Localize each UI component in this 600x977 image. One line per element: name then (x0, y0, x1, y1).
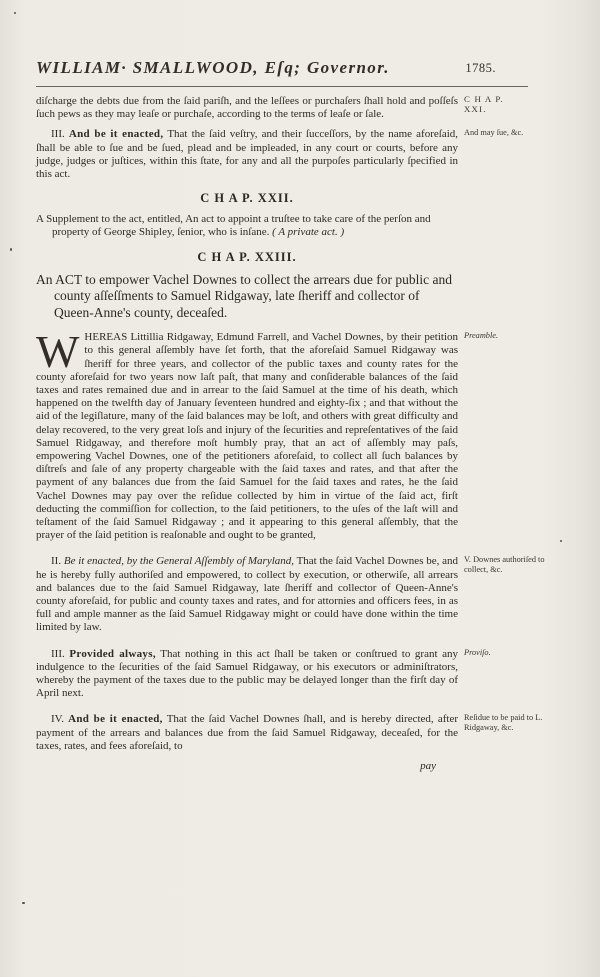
enacting-clause: And be it enacted, (68, 128, 164, 141)
private-act-note: ( A private act. ) (272, 226, 345, 239)
section-number: IV. (51, 713, 64, 726)
section-iii-proviso-block (36, 647, 491, 701)
ink-speck (10, 248, 12, 251)
proviso-paragraph (36, 648, 458, 701)
section-number: III. (51, 647, 65, 660)
section-iii-sue-block (36, 128, 524, 181)
section-text: That the ſaid Vachel Downes ſhall, and is hereby directed, after payment of the arrears and balances due from the ſaid Samuel Ridgaway, deceaſed, for the taxes, rates, and fees aforeſaid, to (36, 713, 458, 752)
act-title: An ACT to empower Vachel Downes to collect the arrears due for public and county aſſeſſments to Samuel Ridgaway, late ſheriff and collector of Queen-Anne's county, deceaſed. (36, 271, 453, 320)
section-iv-block (36, 713, 543, 753)
section-text: That nothing in this act ſhall be taken or conſtrued to grant any indulgence to the ſecurities of the ſaid Samuel Ridgaway, or his executors or adminiſtrators, whereby the payment of the taxes due to the public may be delayed longer than the firſt day of April next. (36, 647, 458, 700)
chapter-xxii-block (36, 191, 458, 239)
chapter-xxii-heading: C H A P. XXII. (200, 191, 294, 206)
header-rule (36, 86, 528, 87)
chapter-xxiii-block (36, 250, 458, 322)
section-number: III. (51, 128, 65, 141)
enacting-clause: Be it enacted, by the General Aſſembly of Maryland, (63, 555, 295, 568)
preamble-block (36, 326, 499, 542)
text-column (36, 58, 545, 773)
chapter-xxiii-heading: C H A P. XXIII. (197, 249, 297, 264)
supplement-text: A Supplement to the act, entitled, An act to appoint a truſtee to take care of the perſon and property of George Shipley, ſenior, who is inſane. (36, 213, 431, 239)
ink-speck (22, 902, 25, 904)
margin-note-may-sue: And may ſue, &c. (464, 128, 524, 138)
enacting-clause: And be it enacted, (68, 713, 163, 726)
whereas-text: HEREAS Littillia Ridgaway, Edmund Farrell, and Vachel Downes, by their petition to this general aſſembly have ſet forth, that the aforeſaid Samuel Ridgaway was ſheriff for three years, and collector of the public taxes and county rates for the county aforeſaid for two years now laſt paſt, that many and conſiderable balances of the ſaid taxes and rates remained due and in arrear to the ſaid Samuel at the time of his death, which happened on the twelfth day of January ſeventeen hundred and eighty-ſix ; and that without the aid of the legiſlature, many of the ſaid balances may be loſt, and others with great difficulty and delay recovered, to the very great loſs and injury of the ſecurities and repreſentatives of the ſaid Samuel Ridgaway, and therefore moſt humbly pray, that an act of aſſembly may paſs, empowering Vachel Downes, one of the petitioners aforeſaid, to collect all ſuch balances by diſtreſs and ſale of any property chargeable with the ſaid taxes and rates, and that after the payment of any balances due from the ſaid Samuel for the ſaid taxes and rates, he the ſaid Vachel Downes may pay over the reſidue collected by him in virtue of the ſaid act, firſt deducting the commiſſion for collection, to the ſaid petitioners, to the uſes of the laſt will and teſtament of the ſaid Samuel Ridgaway ; and it appearing to this general aſſembly, that the prayer of the ſaid petition is reaſonable and ought to be granted, (36, 331, 458, 542)
margin-note-proviso: Proviſo. (464, 647, 491, 657)
margin-note-chap-xxi: C H A P. XXI. (464, 94, 504, 114)
section-iv-paragraph (36, 713, 458, 753)
margin-note-downes: V. Downes authoriſed to collect, &c. (464, 555, 545, 574)
section-ii-block (36, 555, 545, 634)
section-text: That the ſaid Vachel Downes be, and he is hereby fully authoriſed and empowered, to collect by execution, or otherwiſe, all arrears and balances due to the ſaid Samuel Ridgaway, late ſheriff and collector of Queen-Anne's county aforeſaid, for public and county taxes and rates, and for attornies and officers fees, in as full and ample manner as the ſaid Samuel Ridgaway might or could have done within the time limited by law. (36, 555, 458, 634)
paragraph-continuation: diſcharge the debts due from the ſaid pariſh, and the leſſees or purchaſers ſhall hold and poſſeſs ſuch pews as they may leaſe or purchaſe, according to the terms of leaſe or ſale. (36, 95, 458, 121)
catchword: pay (420, 760, 436, 773)
ink-speck (14, 12, 16, 14)
section-ii-paragraph (36, 555, 458, 634)
proviso-clause: Provided always, (69, 647, 156, 660)
margin-note-residue: Reſidue to be paid to L. Ridgaway, &c. (464, 713, 543, 732)
supplement-paragraph (36, 213, 458, 239)
section-text: That the ſaid veſtry, and their ſucceſſors, by the name aforeſaid, ſhall be able to ſue and be ſued, plead and be impleaded, in any court or courts, before any judge, judges or juſtices, within this ſtate, for any and all the purpoſes particularly ſpecified in this act. (36, 128, 459, 181)
ink-speck (560, 540, 562, 542)
section-number: II. (51, 555, 62, 568)
page-year: 1785. (465, 61, 496, 75)
running-header (36, 58, 496, 84)
dropcap-w: W (36, 326, 80, 378)
margin-note-preamble: Preamble. (464, 331, 499, 341)
continuation-block (36, 94, 504, 121)
whereas-paragraph (36, 326, 458, 542)
section-iii-paragraph (36, 128, 458, 181)
governor-title: WILLIAM· SMALLWOOD, Eſq; Governor. (36, 58, 390, 77)
